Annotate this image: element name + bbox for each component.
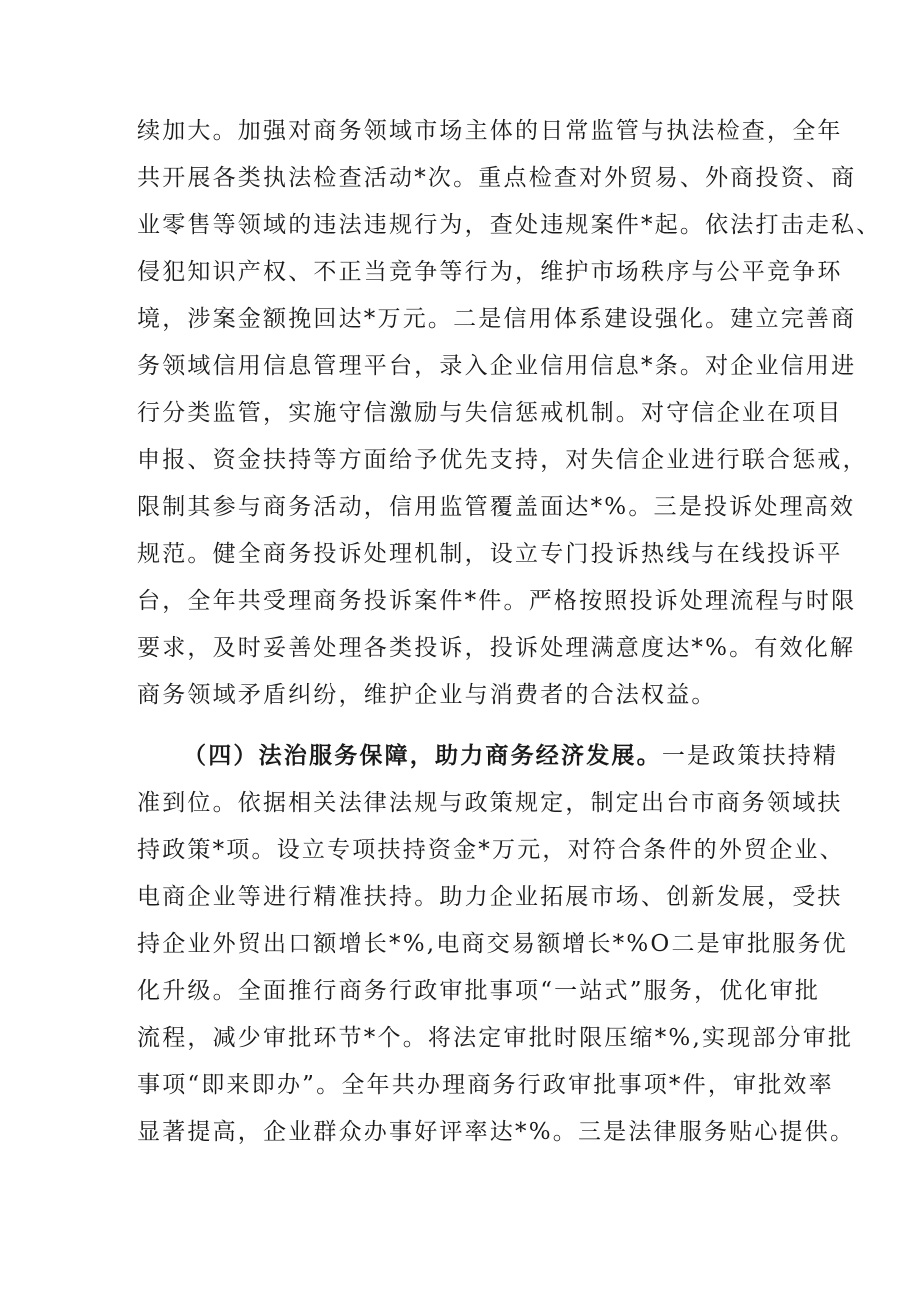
paragraph-1-line-12: 要求，及时妥善处理各类投诉，投诉处理满意度达*%。有效化解 — [137, 635, 856, 661]
paragraph-2-line-5: 持企业外贸出口额增长*%,电商交易额增长*%O二是审批服务优 — [137, 931, 848, 957]
paragraph-2-line-8: 事项“即来即办”。全年共办理商务行政审批事项*件，审批效率 — [137, 1072, 834, 1098]
paragraph-2-line-7: 流程，减少审批环节*个。将法定审批时限压缩*%,实现部分审批 — [137, 1025, 854, 1051]
paragraph-2-line-4: 电商企业等进行精准扶持。助力企业拓展市场、创新发展，受扶 — [137, 884, 843, 910]
section-heading: （四）法治服务保障，助力商务经济发展。 — [183, 742, 662, 769]
paragraph-2-line-3: 持政策*项。设立专项扶持资金*万元，对符合条件的外贸企业、 — [137, 837, 845, 863]
paragraph-2-line-1 — [183, 741, 843, 771]
paragraph-2-line-2: 准到位。依据相关法律法规与政策规定，制定出台市商务领域扶 — [137, 790, 843, 816]
paragraph-1-line-2: 共开展各类执法检查活动*次。重点检查对外贸易、外商投资、商 — [137, 165, 857, 191]
paragraph-1-line-4: 侵犯知识产权、不正当竞争等行为，维护市场秩序与公平竞争环 — [137, 259, 843, 285]
paragraph-1-line-10: 规范。健全商务投诉处理机制，设立专门投诉热线与在线投诉平 — [137, 541, 843, 567]
paragraph-2-line-6: 化升级。全面推行商务行政审批事项“一站式”服务，优化审批 — [137, 978, 821, 1004]
paragraph-1-line-9: 限制其参与商务活动，信用监管覆盖面达*%。三是投诉处理高效 — [137, 494, 856, 520]
paragraph-1-line-5: 境，涉案金额挽回达*万元。二是信用体系建设强化。建立完善商 — [137, 306, 857, 332]
paragraph-1-line-3: 业零售等领域的违法违规行为，查处违规案件*起。依法打击走私、 — [137, 212, 882, 238]
paragraph-1-line-6: 务领域信用信息管理平台，录入企业信用信息*条。对企业信用进 — [137, 353, 857, 379]
paragraph-2-line-1-rest: 一是政策扶持精 — [661, 743, 839, 769]
paragraph-1-line-8: 申报、资金扶持等方面给予优先支持，对失信企业进行联合惩戒， — [137, 447, 868, 473]
paragraph-1-line-7: 行分类监管，实施守信激励与失信惩戒机制。对守信企业在项目 — [137, 400, 843, 426]
paragraph-1-line-11: 台，全年共受理商务投诉案件*件。严格按照投诉处理流程与时限 — [137, 588, 857, 614]
paragraph-1-line-1: 续加大。加强对商务领域市场主体的日常监管与执法检查，全年 — [137, 118, 843, 144]
paragraph-2-line-9: 显著提高，企业群众办事好评率达*%。三是法律服务贴心提供。 — [137, 1119, 856, 1145]
paragraph-1-line-13: 商务领域矛盾纠纷，维护企业与消费者的合法权益。 — [137, 682, 717, 708]
